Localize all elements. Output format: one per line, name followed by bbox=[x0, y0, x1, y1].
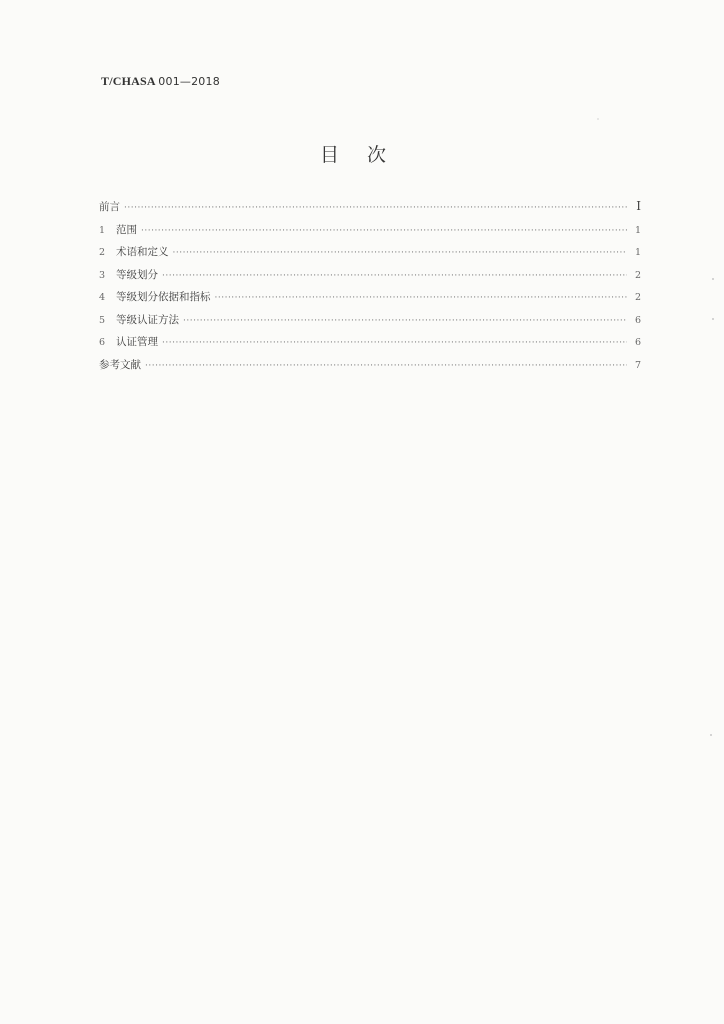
toc-entry-page: 1 bbox=[634, 247, 641, 258]
toc-entry-foreword[interactable] bbox=[99, 199, 641, 222]
toc-entry-page: 1 bbox=[634, 224, 641, 236]
toc-entry-grade-classification[interactable] bbox=[99, 267, 641, 290]
scan-speck bbox=[712, 318, 714, 320]
toc-dot-leader bbox=[173, 248, 628, 258]
toc-title: 目次 bbox=[319, 144, 414, 166]
toc-entry-terms-and-definitions[interactable] bbox=[99, 244, 641, 267]
toc-entry-number: 6 bbox=[99, 337, 106, 348]
toc-entry-label: 前言 bbox=[99, 201, 120, 213]
toc-entry-number: 1 bbox=[99, 224, 106, 236]
toc-entry-certification-management[interactable] bbox=[99, 334, 641, 357]
toc-entry-label: 认证管理 bbox=[116, 336, 158, 348]
toc-entry-label: 范围 bbox=[116, 223, 137, 236]
scan-speck bbox=[712, 278, 714, 280]
toc-dot-leader bbox=[145, 361, 627, 371]
toc-dot-leader bbox=[141, 226, 627, 236]
toc-entry-classification-basis-and-indicators[interactable] bbox=[99, 289, 641, 312]
table-of-contents bbox=[99, 199, 641, 379]
toc-dot-leader bbox=[215, 293, 628, 303]
toc-entry-page: 7 bbox=[634, 359, 641, 371]
toc-entry-scope[interactable] bbox=[99, 222, 641, 245]
toc-entry-number: 4 bbox=[99, 292, 106, 303]
document-code-number: 001—2018 bbox=[158, 75, 220, 88]
toc-entry-number: 3 bbox=[99, 269, 106, 281]
toc-entry-label: 等级划分 bbox=[116, 268, 158, 281]
toc-dot-leader bbox=[183, 316, 627, 326]
toc-entry-page: 2 bbox=[634, 292, 641, 303]
toc-entry-number: 2 bbox=[99, 247, 106, 258]
toc-entry-label: 术语和定义 bbox=[116, 246, 169, 258]
toc-entry-number: 5 bbox=[99, 314, 106, 326]
document-code bbox=[101, 74, 220, 89]
toc-entry-page: 6 bbox=[634, 337, 641, 348]
toc-entry-page: 2 bbox=[634, 269, 641, 281]
toc-dot-leader bbox=[162, 338, 627, 348]
document-code-prefix: T/CHASA bbox=[101, 74, 156, 88]
toc-entry-page: 6 bbox=[634, 314, 641, 326]
toc-entry-certification-methods[interactable] bbox=[99, 312, 641, 335]
toc-entry-label: 等级划分依据和指标 bbox=[116, 291, 211, 303]
toc-dot-leader bbox=[162, 271, 627, 281]
toc-entry-label: 等级认证方法 bbox=[116, 313, 179, 326]
toc-dot-leader bbox=[124, 203, 627, 213]
toc-entry-page: I bbox=[636, 199, 641, 213]
toc-entry-references[interactable] bbox=[99, 357, 641, 380]
scan-speck bbox=[710, 734, 712, 736]
scan-speck bbox=[597, 118, 599, 120]
toc-entry-label: 参考文献 bbox=[99, 358, 141, 371]
